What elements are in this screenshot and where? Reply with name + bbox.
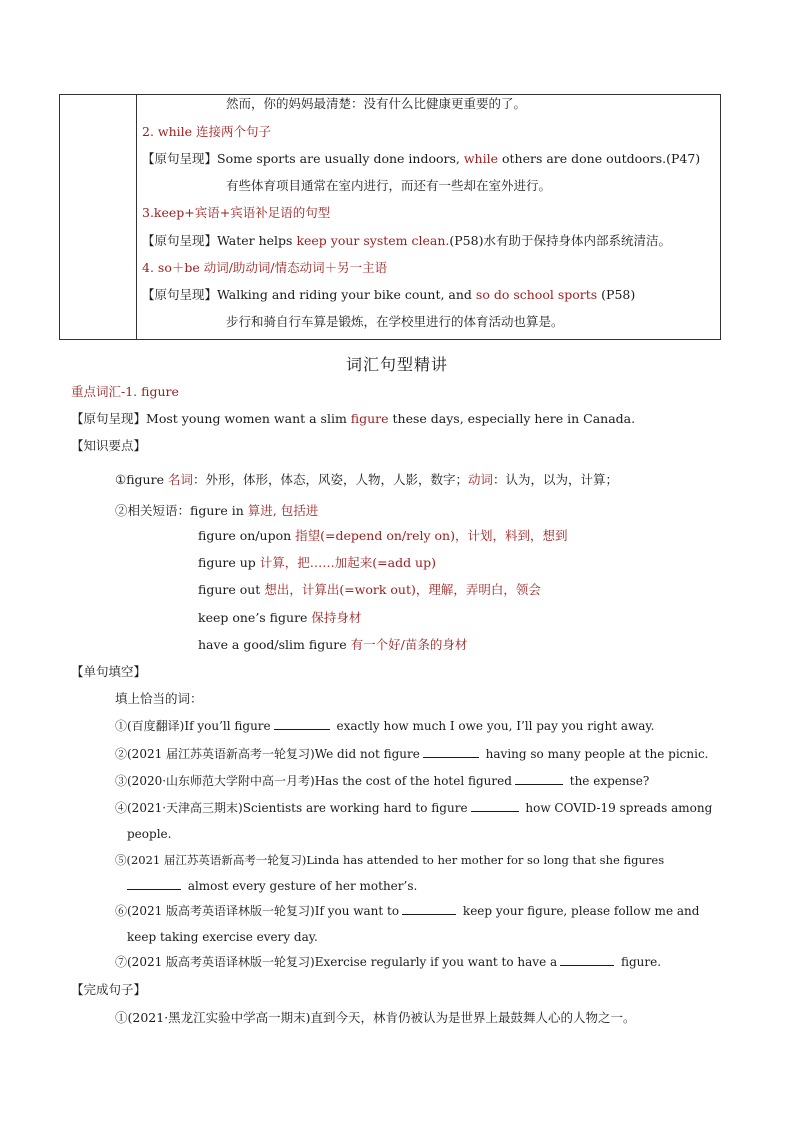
text: ①(2021·黑龙江实验中学高一期末)直到今天，林肯仍被认为是世界上最鼓舞人心的人物之一。 xyxy=(115,1010,636,1025)
text: ④(2021·天津高三期末)Scientists are working hard to figure xyxy=(115,801,468,815)
text: have a good/slim figure xyxy=(198,637,351,652)
text: figure on/upon xyxy=(198,528,296,543)
text: 填上恰当的词： xyxy=(115,691,203,706)
highlight: figure xyxy=(350,411,389,426)
table-line-while-example xyxy=(142,150,700,168)
answer-blank[interactable] xyxy=(402,902,456,915)
text: keep taking exercise every day. xyxy=(127,930,318,944)
question-6-cont xyxy=(127,928,318,946)
question-3 xyxy=(115,772,649,790)
text: ⑥(2021 版高考英语译林版一轮复习)If you want to xyxy=(115,904,400,918)
text: 2. while 连接两个句子 xyxy=(142,124,272,139)
fill-blank-tag xyxy=(71,663,146,681)
text: ②相关短语：figure in xyxy=(115,503,248,518)
point-2 xyxy=(115,502,318,520)
text: almost every gesture of her mother’s. xyxy=(184,879,418,893)
answer-blank[interactable] xyxy=(560,953,614,966)
table-heading-while xyxy=(142,123,271,141)
text: 3.keep+宾语+宾语补足语的句型 xyxy=(142,205,331,220)
phrase-keep-figure xyxy=(198,609,361,627)
text: 重点词汇-1. figure xyxy=(71,384,179,399)
highlight: 动词 xyxy=(467,472,493,487)
table-line-translation-3 xyxy=(226,313,564,331)
question-5-cont xyxy=(127,877,417,895)
highlight: 指望(=depend on/rely on)，计划，料到，想到 xyxy=(295,528,568,543)
text: 有些体育项目通常在室内进行，而还有一些却在室外进行。 xyxy=(226,178,552,193)
text: ①figure xyxy=(115,472,168,487)
text: exactly how much I owe you, I’ll pay you right away. xyxy=(332,719,655,733)
highlight: 保持身材 xyxy=(311,610,362,625)
table-heading-so-be xyxy=(142,259,387,277)
text: people. xyxy=(127,827,172,841)
table-line-keep-example xyxy=(142,232,671,250)
text: Water helps xyxy=(217,233,297,248)
question-5 xyxy=(115,851,664,869)
answer-blank[interactable] xyxy=(127,877,181,890)
point-1 xyxy=(115,471,618,489)
original-sentence-tag: 【原句呈现】 xyxy=(142,151,218,166)
question-4 xyxy=(115,799,712,817)
text: keep one’s figure xyxy=(198,610,312,625)
text: ③(2020·山东师范大学附中高一月考)Has the cost of the hotel figured xyxy=(115,774,512,788)
answer-blank[interactable] xyxy=(471,799,519,812)
text: 4. so＋be 动词/助动词/情态动词＋另一主语 xyxy=(142,260,388,275)
phrase-figure-on xyxy=(198,527,567,545)
phrase-have-figure xyxy=(198,636,467,654)
text: Most young women want a slim xyxy=(146,411,351,426)
table-line-so-example xyxy=(142,286,635,304)
table-line-translation-1 xyxy=(226,95,526,113)
section-title: 词汇句型精讲 xyxy=(345,355,448,374)
text: (P58) xyxy=(597,287,636,302)
text: ⑦(2021 版高考英语译林版一轮复习)Exercise regularly if you want to have a xyxy=(115,955,558,969)
highlight: so do school sports xyxy=(475,287,598,302)
text: 【单句填空】 xyxy=(71,664,147,679)
text: figure. xyxy=(617,955,662,969)
question-6 xyxy=(115,902,699,920)
knowledge-points-tag xyxy=(71,437,146,455)
text: ：外形，体形，体态，风姿，人物，人影，数字； xyxy=(192,472,468,487)
text: how COVID-19 spreads among xyxy=(521,801,713,815)
table-column-divider xyxy=(136,95,137,339)
question-2 xyxy=(115,745,709,763)
phrase-figure-up xyxy=(198,554,436,572)
text: having so many people at the picnic. xyxy=(481,747,709,761)
text: Walking and riding your bike count, and xyxy=(217,287,476,302)
text: ①(百度翻译)If you’ll figure xyxy=(115,719,271,733)
text: the expense? xyxy=(565,774,650,788)
original-sentence-tag: 【原句呈现】 xyxy=(142,287,218,302)
text: (P58)水有助于保持身体内部系统清洁。 xyxy=(449,233,671,248)
phrase-figure-out xyxy=(198,581,541,599)
vocab-original-sentence xyxy=(71,410,635,428)
text: keep your figure, please follow me and xyxy=(459,904,700,918)
highlight: 有一个好/苗条的身材 xyxy=(350,637,468,652)
question-4-cont xyxy=(127,825,171,843)
complete-sentence-tag xyxy=(71,981,146,999)
highlight: keep your system clean. xyxy=(296,233,450,248)
vocab-heading xyxy=(71,383,179,401)
answer-blank[interactable] xyxy=(423,745,479,758)
text: ⑤(2021 届江苏英语新高考一轮复习)Linda has attended to her mother for so long that she figures xyxy=(115,853,665,867)
original-sentence-tag: 【原句呈现】 xyxy=(142,233,218,248)
highlight: 名词 xyxy=(167,472,193,487)
fill-instruction xyxy=(115,690,203,708)
text: others are done outdoors.(P47) xyxy=(498,151,701,166)
text: Some sports are usually done indoors, xyxy=(217,151,464,166)
question-1 xyxy=(115,717,654,735)
question-7 xyxy=(115,953,661,971)
table-heading-keep xyxy=(142,204,330,222)
highlight: 计算，把……加起来(=add up) xyxy=(259,555,436,570)
text: 【完成句子】 xyxy=(71,982,147,997)
highlight: 想出，计算出(=work out)，理解，弄明白，领会 xyxy=(264,582,541,597)
complete-1 xyxy=(115,1009,636,1027)
text: 【知识要点】 xyxy=(71,438,147,453)
original-sentence-tag: 【原句呈现】 xyxy=(71,411,147,426)
text: 然而，你的妈妈最清楚：没有什么比健康更重要的了。 xyxy=(226,96,527,111)
answer-blank[interactable] xyxy=(274,717,330,730)
table-line-translation-2 xyxy=(226,177,551,195)
highlight: 算进, 包括进 xyxy=(247,503,319,518)
highlight: while xyxy=(463,151,498,166)
answer-blank[interactable] xyxy=(515,772,563,785)
text: ：认为，以为，计算； xyxy=(493,472,619,487)
text: figure up xyxy=(198,555,260,570)
text: ②(2021 届江苏英语新高考一轮复习)We did not figure xyxy=(115,747,420,761)
text: 步行和骑自行车算是锻炼，在学校里进行的体育活动也算是。 xyxy=(226,314,564,329)
text: these days, especially here in Canada. xyxy=(388,411,636,426)
text: figure out xyxy=(198,582,265,597)
